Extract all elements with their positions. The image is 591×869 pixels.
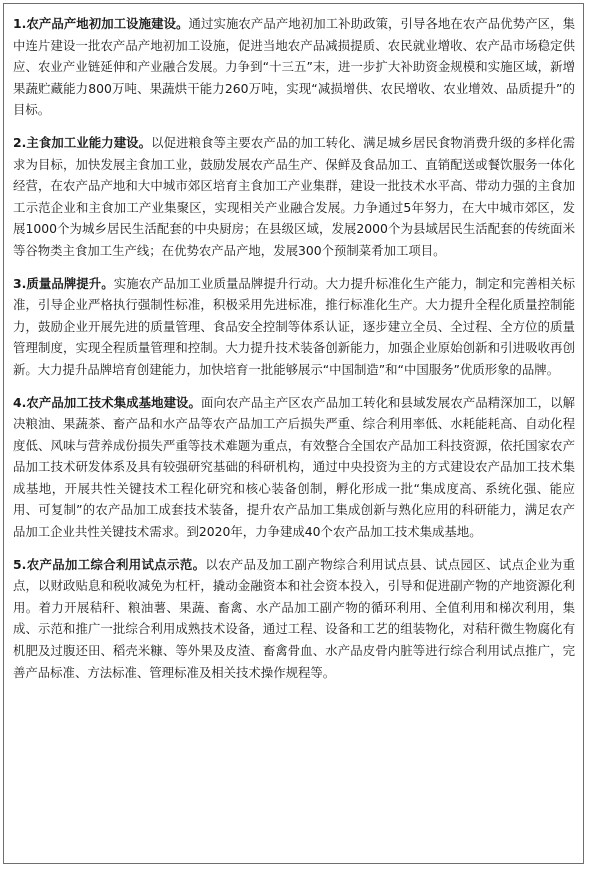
section-number: 3. (13, 275, 27, 291)
section-3 (13, 273, 575, 381)
section-title: 主食加工业能力建设。 (26, 134, 152, 150)
section-5 (13, 554, 575, 684)
section-title: 农产品加工技术集成基地建设。 (26, 394, 201, 410)
section-number: 4. (13, 394, 27, 410)
section-body: 通过实施农产品产地初加工补助政策，引导各地在农产品优势产区，集中连片建设一批农产品产地初加工设施，促进当地农产品减损提质、农民就业增收、农产品市场稳定供应、农业产业链延伸和产业融合发展。力争到“十三五”末，进一步扩大补助资金规模和实施区域，新增果蔬贮藏能力800万吨、果蔬烘干能力260万吨，实现“减损增供、农民增收、农业增效、品质提升”的目标。 (13, 16, 576, 118)
section-title: 农产品产地初加工设施建设。 (26, 16, 189, 31)
section-body: 以农产品及加工副产物综合利用试点县、试点园区、试点企业为重点，以财政贴息和税收减免为杠杆，撬动金融资本和社会资本投入，引导和促进副产物的产地资源化利用。着力开展秸秆、粮油薯、果蔬、畜禽、水产品加工副产物的循环利用、全值利用和梯次利用，集成、示范和推广一批综合利用成熟技术设备，通过工程、设备和工艺的组装物化，对秸秆微生物腐化有机肥及过腹还田、稻壳米糠、等外果及皮渣、畜禽骨血、水产品皮骨内脏等进行综合利用试点推广，完善产品标准、方法标准、管理标准及相关技术操作规程等。 (13, 556, 576, 680)
section-2 (13, 132, 575, 262)
section-body: 面向农产品主产区农产品加工转化和县域发展农产品精深加工，以解决粮油、果蔬茶、畜产品和水产品等农产品加工产后损失严重、综合利用率低、水耗能耗高、自动化程度低、风味与营养成份损失严重等技术难题为重点，有效整合全国农产品加工科技资源，依托国家农产品加工技术研发体系及具有较强研究基础的科研机构，通过中央投资为主的方式建设农产品加工技术集成基地，开展共性关键技术工程化研究和核心装备创制，孵化形成一批“集成度高、系统化强、能应用、可复制”的农产品加工成套技术装备，提升农产品加工集成创新与熟化应用的科研能力，满足农产品加工企业共性关键技术需求。到2020年，力争建成40个农产品加工技术集成基地。 (13, 394, 576, 540)
section-body: 以促进粮食等主要农产品的加工转化、满足城乡居民食物消费升级的多样化需求为目标，加快发展主食加工业，鼓励发展农产品生产、保鲜及食品加工、直销配送或餐饮服务一体化经营，在农产品产地和大中城市郊区培育主食加工产业集群，建设一批技术水平高、带动力强的主食加工示范企业和主食加工产业集聚区，实现相关产业融合发展。力争通过5年努力，在大中城市郊区，发展1000个为城乡居民生活配套的中央厨房；在县级区域，发展2000个为县域居民生活配套的传统面米等谷物类主食加工生产线；在优势农产品产地，发展300个预制菜肴加工项目。 (13, 134, 576, 258)
section-1 (13, 13, 575, 121)
document-frame (3, 3, 584, 864)
section-title: 农产品加工综合利用试点示范。 (26, 556, 206, 572)
section-number: 2. (13, 134, 27, 150)
section-body: 实施农产品加工业质量品牌提升行动。大力提升标准化生产能力，制定和完善相关标准，引导企业严格执行强制性标准，积极采用先进标准，推行标准化生产。大力提升全程化质量控制能力，鼓励企业开展先进的质量管理、食品安全控制等体系认证，逐步建立全员、全过程、全方位的质量管理制度，实现全程质量管理和控制。大力提升技术装备创新能力，加强企业原始创新和引进吸收再创新。大力提升品牌培育创建能力，加快培育一批能够展示“中国制造”和“中国服务”优质形象的品牌。 (13, 275, 576, 377)
section-title: 质量品牌提升。 (26, 275, 114, 291)
section-number: 5. (13, 556, 27, 572)
section-number: 1. (13, 16, 27, 31)
section-4 (13, 392, 575, 543)
